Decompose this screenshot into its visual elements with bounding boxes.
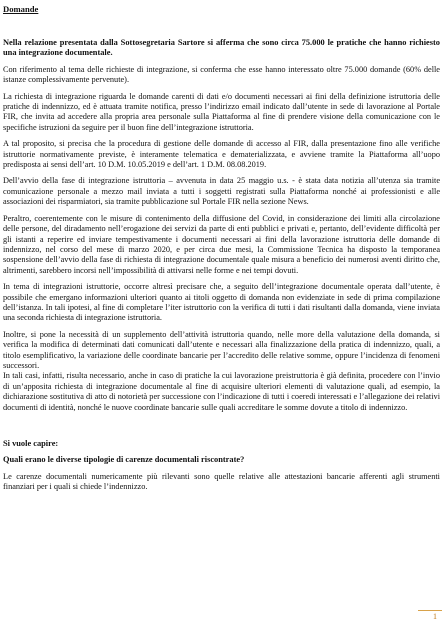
paragraph-3: A tal proposito, si precisa che la procedura di gestione delle domande di accesso al FIR, dalla presentazione fino alle verifiche istruttorie normativamente previste, è interamente telematica e dematerializzata, e avviene tramite la Piattaforma all’uopo predisposta ai sensi dell’art. 10 D.M. 10.05.2019 e dell’art. 1 D.M. 08.08.2019. [3, 139, 440, 170]
question-intro: Si vuole capire: [3, 439, 59, 448]
lead-statement: Nella relazione presentata dalla Sottosegretaria Sartore si afferma che sono circa 75.000 le pratiche che hanno richiesto una integrazione documentale. [3, 38, 440, 58]
paragraph-4: Dell’avvio della fase di integrazione istruttoria – avvenuta in data 25 maggio u.s. - è stata data notizia all’utenza sia tramite comunicazione personale a mezzo mail inviata a tutti i soggetti registrati sulla Piattaforma nonché ai professionisti e alle associazioni dei risparmiatori, sia tramite pubblicazione sul Portale FIR nella sezione News. [3, 176, 440, 207]
answer-paragraph: Le carenze documentali numericamente più rilevanti sono quelle relative alle attestazioni bancarie afferenti agli strumenti finanziari per i quali si chiede l’indennizzo. [3, 471, 440, 492]
page-number: 1 [433, 612, 437, 621]
section-spacer [3, 419, 440, 439]
paragraph-1: Con riferimento al tema delle richieste di integrazione, si conferma che esse hanno interessato oltre 75.000 domande (60% delle istanze complessivamente pervenute). [3, 64, 440, 85]
paragraph-2: La richiesta di integrazione riguarda le domande carenti di dati e/o documenti necessari ai fini della definizione istruttoria delle pratiche di indennizzo, ed è attuata tramite notifica, presso l’indirizzo email indicato dall’utente in sede di lavorazione al Portale FIR, che invita ad accedere alla propria area personale sulla Piattaforma al fine di prendere visione della comunicazione con le specifiche istruzioni da seguire per il buon fine dell’integrazione istruttoria. [3, 91, 440, 132]
paragraph-8: In tali casi, infatti, risulta necessario, anche in caso di pratiche la cui lavorazione preistruttoria è già definita, procedere con l’invio di un’apposita richiesta di integrazione documentale al fine di acquisire ulteriori elementi di valutazione quali, ad esempio, la dichiarazione sostitutiva di atto di notorietà per successione con l’indicazione di tutti i coeredi interessati e l’allegazione dei relativi documenti di identità, nonché le nuove coordinate bancarie sulle quali accreditare le somme dovute a titolo di indennizzo. [3, 371, 440, 412]
footer-rule [418, 610, 442, 611]
paragraph-7: Inoltre, si pone la necessità di un supplemento dell’attività istruttoria quando, nelle more della valutazione della domanda, si verifica la modifica di determinati dati comunicati dall’utente e necessari alla finalizzazione della pratica di indennizzo, quali, a titolo esemplificativo, la variazione delle coordinate bancarie per l’accredito delle relative somme, oppure l’incidenza di fenomeni successori. [3, 329, 440, 370]
question-text: Quali erano le diverse tipologie di carenze documentali riscontrate? [3, 455, 245, 465]
paragraph-6: In tema di integrazioni istruttorie, occorre altresì precisare che, a seguito dell’integrazione documentale operata dall’utente, è possibile che emergano informazioni ulteriori quanto ai titoli oggetto di domanda non evidenziate in sede di prima compilazione dell’istanza. In tali ipotesi, al fine di completare l’iter istruttorio con la verifica di tutti i dati risultanti dalla domanda, viene inviata una seconda richiesta di integrazione istruttoria. [3, 282, 440, 323]
section-heading: Domande [3, 4, 39, 14]
paragraph-5: Peraltro, coerentemente con le misure di contenimento della diffusione del Covid, in considerazione dei limiti alla circolazione delle persone, del diradamento nell’erogazione dei servizi da parte di enti pubblici e privati e, pertanto, dell’evidente difficoltà per gli istanti a reperire ed inviare tempestivamente i documenti necessari ai fini della lavorazione istruttoria delle domande di indennizzo, nel corso del mese di marzo 2020, e per circa due mesi, la Commissione Tecnica ha disposto la temporanea sospensione dell’avvio della fase di richiesta di integrazione documentale quale misura a beneficio dei numerosi aventi diritto che, altrimenti, sarebbero incorsi nell’impossibilità di attivarsi nelle forme e nei tempi dovuti. [3, 213, 440, 275]
